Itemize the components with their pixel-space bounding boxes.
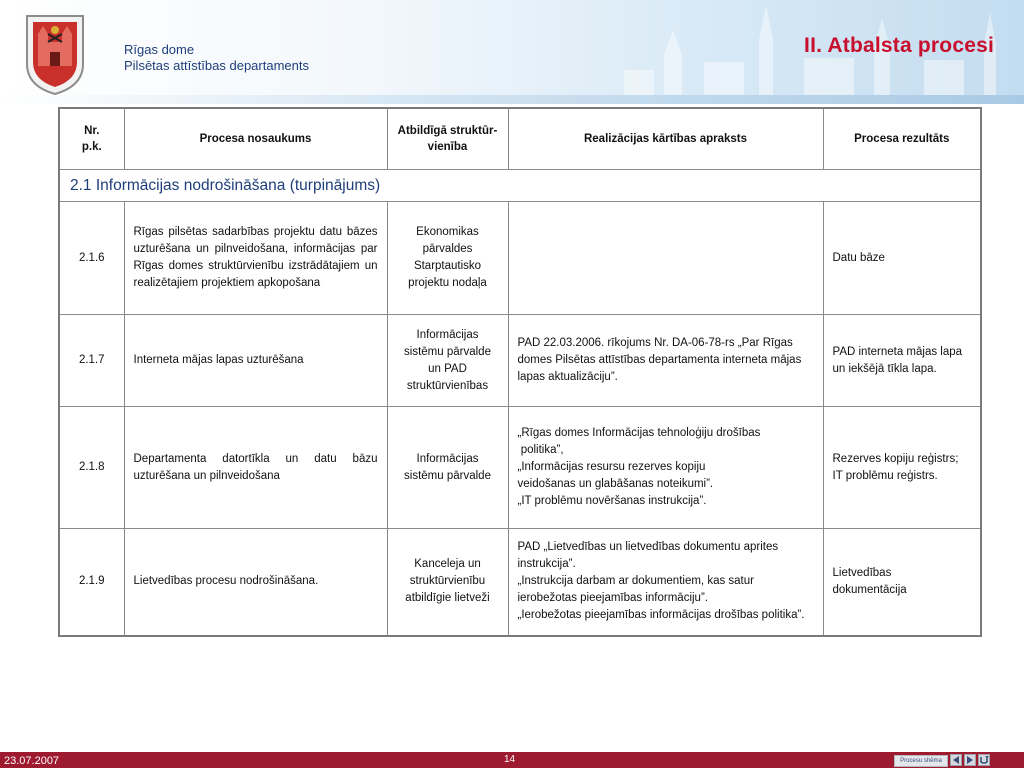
unit-line: un PAD	[428, 362, 467, 375]
responsible-unit	[387, 407, 508, 529]
description-line: „Informācijas resursu rezerves kopiju	[517, 461, 706, 473]
table-row	[59, 529, 981, 636]
unit-line: sistēmu pārvalde	[404, 469, 491, 482]
table-row	[59, 407, 981, 529]
page-title: II. Atbalsta procesi	[804, 34, 994, 57]
table-row	[59, 315, 981, 407]
slide-header	[0, 0, 1024, 104]
result-line: PAD interneta mājas lapa	[832, 345, 963, 358]
responsible-unit	[387, 202, 508, 315]
unit-line: Starptautisko	[413, 260, 482, 272]
process-name: Interneta mājas lapas uzturēšana	[124, 315, 387, 407]
row-number: 2.1.7	[59, 315, 124, 407]
implementation-description	[508, 407, 823, 529]
implementation-description	[508, 202, 823, 315]
description-line: „Instrukcija darbam ar dokumentiem, kas satur	[517, 575, 754, 588]
column-header-name	[124, 108, 387, 170]
department-name: Pilsētas attīstības departaments	[124, 58, 309, 73]
process-result	[823, 202, 981, 315]
column-header-line: Atbildīgā struktūr-	[397, 125, 498, 137]
row-number: 2.1.8	[59, 407, 124, 529]
column-header-line: p.k.	[81, 141, 102, 153]
description-line: PAD 22.03.2006. rīkojums Nr. DA-06-78-rs „Par Rīgas	[517, 337, 793, 349]
column-header-result	[823, 108, 981, 170]
description-line: politika”,	[517, 444, 564, 456]
return-icon[interactable]	[978, 754, 990, 766]
row-number: 2.1.9	[59, 529, 124, 636]
result-line: un iekšējā tīkla lapa.	[832, 362, 937, 375]
column-header-line: Procesa nosaukums	[199, 133, 312, 145]
unit-line: projektu nodaļa	[408, 277, 487, 289]
riga-coat-of-arms-logo	[24, 12, 86, 96]
column-header-line: Procesa rezultāts	[854, 133, 950, 145]
implementation-description	[508, 315, 823, 407]
description-line: domes Pilsētas attīstības departamenta interneta mājas	[517, 354, 802, 366]
description-line: PAD „Lietvedības un lietvedības dokumentu aprites	[517, 541, 779, 554]
table-row	[59, 202, 981, 315]
description-line: lapas aktualizāciju”.	[517, 371, 618, 383]
column-header-description	[508, 108, 823, 170]
header-band	[0, 95, 1024, 104]
description-line: instrukcija”.	[517, 558, 576, 571]
implementation-description	[508, 529, 823, 636]
process-result	[823, 407, 981, 529]
responsible-unit	[387, 529, 508, 636]
description-line: „IT problēmu novēršanas instrukcija”.	[517, 495, 707, 507]
description-line: „Rīgas domes Informācijas tehnoloģiju drošības	[517, 427, 761, 439]
process-scheme-button[interactable]: Procesu shēma	[894, 755, 948, 767]
result-line: IT problēmu reģistrs.	[832, 469, 938, 482]
process-result	[823, 529, 981, 636]
column-header-unit	[387, 108, 508, 170]
column-header-line: Realizācijas kārtības apraksts	[583, 133, 748, 145]
column-header-line: Nr.	[84, 125, 100, 137]
result-line: Lietvedības	[832, 566, 892, 579]
unit-line: sistēmu pārvalde	[404, 345, 491, 358]
process-result	[823, 315, 981, 407]
footer-date: 23.07.2007	[4, 755, 60, 767]
unit-line: struktūrvienību	[409, 575, 486, 588]
back-arrow-icon[interactable]	[950, 754, 962, 766]
column-header-nr	[59, 108, 124, 170]
unit-line: pārvaldes	[422, 243, 473, 255]
description-line: „Ierobežotas pieejamības informācijas drošības politika”.	[517, 609, 805, 622]
unit-line: Informācijas	[416, 328, 479, 341]
description-line: ierobežotas pieejamības informāciju”.	[517, 592, 708, 605]
unit-line: Informācijas	[416, 452, 479, 465]
table-header-row	[59, 108, 981, 170]
unit-line: struktūrvienības	[406, 379, 489, 392]
forward-arrow-icon[interactable]	[964, 754, 976, 766]
process-name: Rīgas pilsētas sadarbības projektu datu bāzes uzturēšana un pilnveidošana, informācijas par Rīgas domes struktūrvienību izstrādātajiem un realizētajiem projektiem apkopošana	[124, 202, 387, 315]
unit-line: Kanceleja un	[414, 558, 481, 571]
unit-line: atbildīgie lietveži	[405, 592, 490, 605]
org-name: Rīgas dome	[124, 42, 195, 57]
description-line: veidošanas un glabāšanas noteikumi”.	[517, 478, 714, 490]
page-number: 14	[504, 754, 516, 765]
responsible-unit	[387, 315, 508, 407]
process-table	[58, 107, 982, 637]
result-line: Datu bāze	[832, 251, 885, 264]
section-title: 2.1 Informācijas nodrošināšana (turpinājums)	[59, 170, 981, 202]
result-line: dokumentācija	[832, 583, 907, 596]
section-row	[59, 170, 981, 202]
result-line: Rezerves kopiju reģistrs;	[832, 452, 959, 465]
unit-line: Ekonomikas	[416, 226, 479, 238]
row-number: 2.1.6	[59, 202, 124, 315]
slide-footer	[0, 752, 1024, 768]
column-header-line: vienība	[427, 141, 468, 153]
process-name: Departamenta datortīkla un datu bāzu uzturēšana un pilnveidošana	[124, 407, 387, 529]
process-name: Lietvedības procesu nodrošināšana.	[124, 529, 387, 636]
